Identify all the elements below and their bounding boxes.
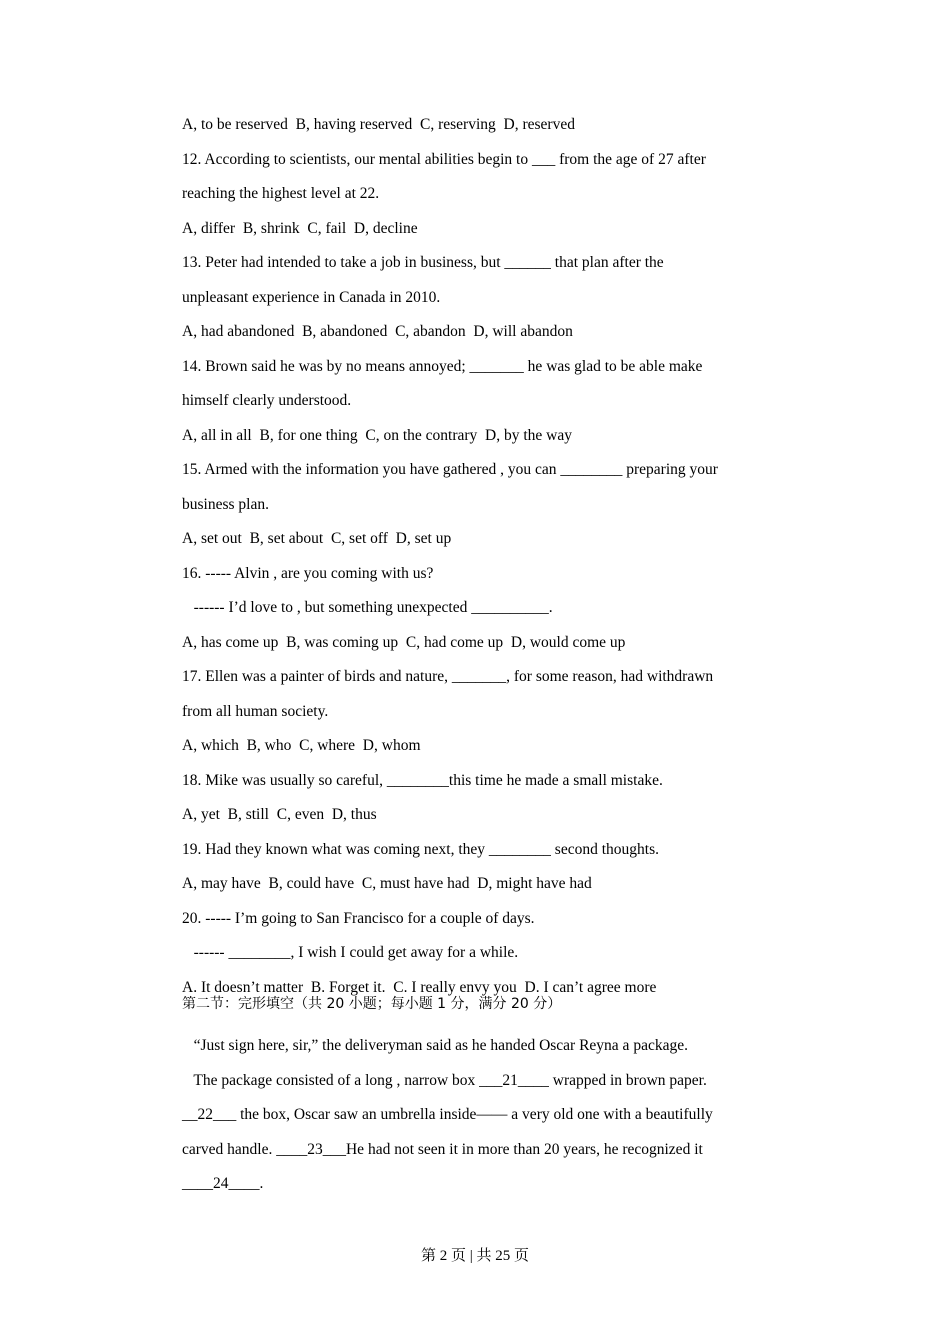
options-20: A. It doesn’t matter B. Forget it. C. I really envy you D. I can’t agree more [182, 978, 657, 996]
options-19: A, may have B, could have C, must have had D, might have had [182, 875, 592, 892]
question-18: 18. Mike was usually so careful, ________this time he made a small mistake. [182, 771, 663, 789]
options-16: A, has come up B, was coming up C, had come up D, would come up [182, 633, 626, 651]
question-19: 19. Had they known what was coming next, they ________ second thoughts. [182, 840, 659, 858]
text-line: reaching the highest level at 22. [182, 185, 380, 202]
text-line: A, to be reserved B, having reserved C, reserving D, reserved [182, 116, 575, 133]
questions-block [182, 108, 782, 1005]
text-line: himself clearly understood. [182, 392, 352, 409]
question-13: 13. Peter had intended to take a job in business, but ______ that plan after the [182, 254, 664, 271]
question-20: 20. ----- I’m going to San Francisco for a couple of days. [182, 909, 535, 927]
question-12: 12. According to scientists, our mental abilities begin to ___ from the age of 27 after [182, 150, 706, 168]
options-15: A, set out B, set about C, set off D, set up [182, 530, 452, 547]
passage-line: carved handle. ____23___He had not seen it in more than 20 years, he recognized it [182, 1140, 703, 1158]
question-15: 15. Armed with the information you have gathered , you can ________ preparing your [182, 461, 718, 478]
passage-line: “Just sign here, sir,” the deliveryman said as he handed Oscar Reyna a package. [182, 1037, 688, 1054]
options-14: A, all in all B, for one thing C, on the contrary D, by the way [182, 426, 573, 444]
page-content [182, 108, 782, 1202]
dialogue-line: ------ ________, I wish I could get away for a while. [182, 944, 519, 961]
options-18: A, yet B, still C, even D, thus [182, 806, 377, 823]
text-line: business plan. [182, 495, 269, 513]
options-13: A, had abandoned B, abandoned C, abandon D, will abandon [182, 323, 573, 340]
passage-line: The package consisted of a long , narrow box ___21____ wrapped in brown paper. [182, 1071, 707, 1089]
options-17: A, which B, who C, where D, whom [182, 737, 421, 754]
page-footer: 第 2 页 | 共 25 页 [420, 1248, 529, 1264]
dialogue-line: ------ I’d love to , but something unexpected __________. [182, 599, 553, 616]
question-16: 16. ----- Alvin , are you coming with us? [182, 564, 434, 582]
options-12: A, differ B, shrink C, fail D, decline [182, 219, 418, 237]
cloze-passage [182, 1029, 782, 1202]
text-line: unpleasant experience in Canada in 2010. [182, 288, 441, 306]
section-heading: 第二节：完形填空（共 20 小题；每小题 1 分，满分 20 分） [182, 996, 562, 1012]
passage-line: ____24____. [182, 1175, 264, 1192]
question-17: 17. Ellen was a painter of birds and nature, _______, for some reason, had withdrawn [182, 668, 714, 685]
text-line: from all human society. [182, 702, 329, 720]
question-14: 14. Brown said he was by no means annoyed; _______ he was glad to be able make [182, 357, 703, 375]
passage-line: __22___ the box, Oscar saw an umbrella inside—— a very old one with a beautifully [182, 1106, 713, 1123]
